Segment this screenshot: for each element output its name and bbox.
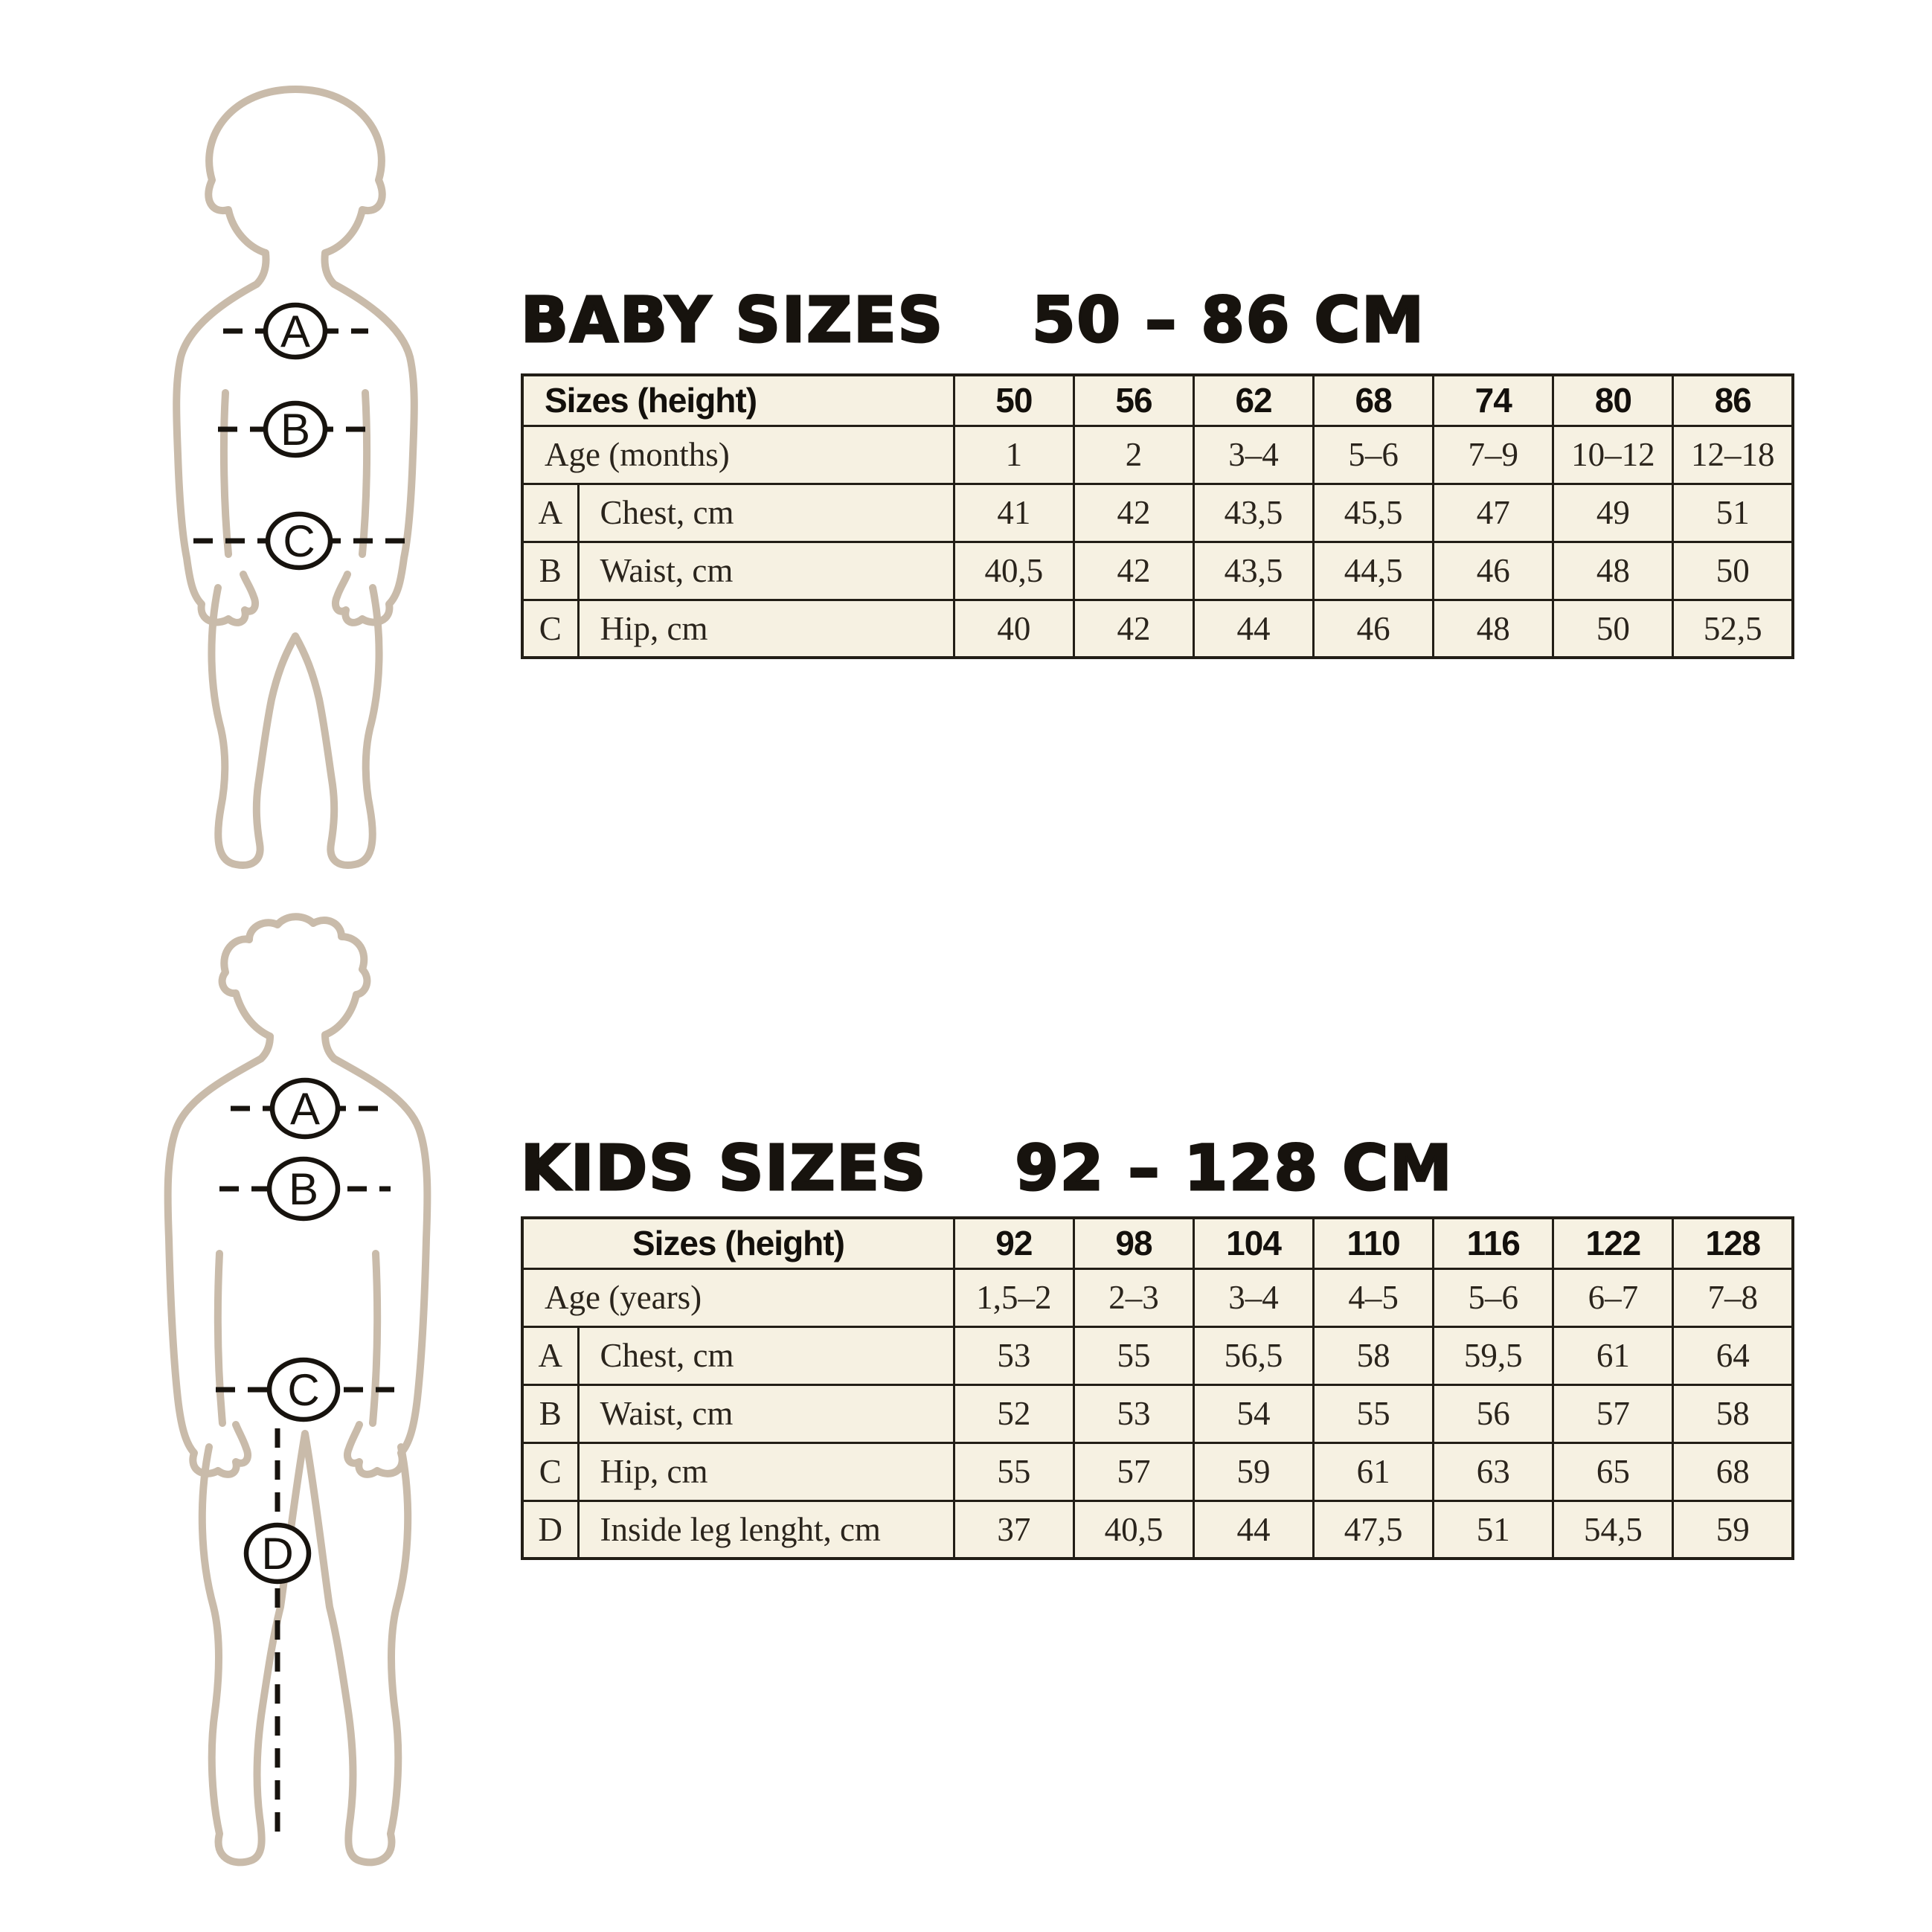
table-cell: 41 xyxy=(954,484,1073,542)
table-cell: 50 xyxy=(1673,542,1793,600)
baby-age-cell: 2 xyxy=(1073,426,1193,484)
kids-waist-row xyxy=(522,1384,1793,1442)
baby-silhouette xyxy=(176,89,414,865)
kids-row-letter: B xyxy=(522,1384,578,1442)
kids-chest-row xyxy=(522,1326,1793,1384)
table-cell: 48 xyxy=(1434,600,1553,658)
baby-title-text: BABY SIZES xyxy=(521,283,945,356)
kids-size-col-header: 104 xyxy=(1194,1218,1314,1268)
kids-age-label: Age (years) xyxy=(522,1268,954,1326)
kids-age-cell: 5–6 xyxy=(1434,1268,1553,1326)
table-cell: 48 xyxy=(1553,542,1673,600)
table-cell: 56,5 xyxy=(1194,1326,1314,1384)
kids-figure xyxy=(145,911,472,1882)
kids-row-label: Waist, cm xyxy=(578,1384,954,1442)
kids-header-sizes-label: Sizes (height) xyxy=(522,1218,954,1268)
table-cell: 57 xyxy=(1073,1442,1193,1501)
kids-title-text: KIDS SIZES xyxy=(521,1132,928,1204)
table-cell: 51 xyxy=(1673,484,1793,542)
baby-waist-row xyxy=(522,542,1793,600)
table-cell: 43,5 xyxy=(1194,484,1314,542)
baby-header-row xyxy=(522,375,1793,426)
kids-age-cell: 3–4 xyxy=(1194,1268,1314,1326)
table-cell: 52 xyxy=(954,1384,1073,1442)
kids-row-letter: C xyxy=(522,1442,578,1501)
table-cell: 47,5 xyxy=(1314,1501,1434,1559)
baby-age-row xyxy=(522,426,1793,484)
table-cell: 52,5 xyxy=(1673,600,1793,658)
baby-size-col-header: 62 xyxy=(1194,375,1314,426)
table-cell: 44 xyxy=(1194,600,1314,658)
kids-size-col-header: 110 xyxy=(1314,1218,1434,1268)
table-cell: 65 xyxy=(1553,1442,1673,1501)
kids-size-col-header: 128 xyxy=(1673,1218,1793,1268)
table-cell: 37 xyxy=(954,1501,1073,1559)
kids-age-cell: 7–8 xyxy=(1673,1268,1793,1326)
kids-age-cell: 2–3 xyxy=(1073,1268,1193,1326)
kids-age-cell: 1,5–2 xyxy=(954,1268,1073,1326)
baby-size-col-header: 50 xyxy=(954,375,1073,426)
table-cell: 42 xyxy=(1073,600,1193,658)
kids-size-col-header: 92 xyxy=(954,1218,1073,1268)
table-cell: 46 xyxy=(1434,542,1553,600)
kids-size-table xyxy=(521,1216,1794,1560)
baby-chest-row xyxy=(522,484,1793,542)
table-cell: 61 xyxy=(1553,1326,1673,1384)
table-cell: 50 xyxy=(1553,600,1673,658)
baby-age-cell: 5–6 xyxy=(1314,426,1434,484)
table-cell: 63 xyxy=(1434,1442,1553,1501)
baby-age-cell: 10–12 xyxy=(1553,426,1673,484)
kids-size-col-header: 98 xyxy=(1073,1218,1193,1268)
kids-row-label: Chest, cm xyxy=(578,1326,954,1384)
baby-size-table xyxy=(521,373,1794,659)
kids-title-range: 92 – 128 CM xyxy=(1015,1132,1454,1204)
baby-marker-a-letter: A xyxy=(280,307,311,356)
kids-marker-a-letter: A xyxy=(289,1084,321,1134)
baby-size-col-header: 80 xyxy=(1553,375,1673,426)
table-cell: 55 xyxy=(1073,1326,1193,1384)
kids-marker-d-letter: D xyxy=(261,1529,294,1579)
table-cell: 42 xyxy=(1073,542,1193,600)
baby-marker-c-letter: C xyxy=(283,516,315,566)
table-cell: 56 xyxy=(1434,1384,1553,1442)
table-cell: 64 xyxy=(1673,1326,1793,1384)
table-cell: 58 xyxy=(1314,1326,1434,1384)
baby-size-col-header: 74 xyxy=(1434,375,1553,426)
baby-age-cell: 1 xyxy=(954,426,1073,484)
table-cell: 59 xyxy=(1194,1442,1314,1501)
baby-size-col-header: 68 xyxy=(1314,375,1434,426)
baby-size-col-header: 86 xyxy=(1673,375,1793,426)
kids-hip-row xyxy=(522,1442,1793,1501)
table-cell: 55 xyxy=(1314,1384,1434,1442)
baby-age-cell: 12–18 xyxy=(1673,426,1793,484)
kids-row-letter: D xyxy=(522,1501,578,1559)
table-cell: 40,5 xyxy=(954,542,1073,600)
baby-size-col-header: 56 xyxy=(1073,375,1193,426)
table-cell: 68 xyxy=(1673,1442,1793,1501)
kids-inseam-row xyxy=(522,1501,1793,1559)
baby-age-cell: 3–4 xyxy=(1194,426,1314,484)
baby-marker-b-letter: B xyxy=(280,405,311,455)
table-cell: 40 xyxy=(954,600,1073,658)
kids-marker-c-letter: C xyxy=(287,1365,320,1415)
table-cell: 46 xyxy=(1314,600,1434,658)
table-cell: 55 xyxy=(954,1442,1073,1501)
table-cell: 54,5 xyxy=(1553,1501,1673,1559)
baby-row-letter: B xyxy=(522,542,578,600)
kids-age-cell: 6–7 xyxy=(1553,1268,1673,1326)
table-cell: 44 xyxy=(1194,1501,1314,1559)
kids-size-col-header: 116 xyxy=(1434,1218,1553,1268)
baby-row-label: Hip, cm xyxy=(578,600,954,658)
baby-row-label: Chest, cm xyxy=(578,484,954,542)
table-cell: 45,5 xyxy=(1314,484,1434,542)
baby-title-range: 50 – 86 CM xyxy=(1032,283,1425,356)
table-cell: 47 xyxy=(1434,484,1553,542)
table-cell: 58 xyxy=(1673,1384,1793,1442)
table-cell: 53 xyxy=(954,1326,1073,1384)
baby-row-letter: A xyxy=(522,484,578,542)
table-cell: 57 xyxy=(1553,1384,1673,1442)
kids-header-row xyxy=(522,1218,1793,1268)
table-cell: 42 xyxy=(1073,484,1193,542)
table-cell: 40,5 xyxy=(1073,1501,1193,1559)
baby-header-sizes-label: Sizes (height) xyxy=(522,375,954,426)
table-cell: 49 xyxy=(1553,484,1673,542)
kids-row-label: Inside leg lenght, cm xyxy=(578,1501,954,1559)
kids-section-title xyxy=(521,1129,1454,1207)
table-cell: 54 xyxy=(1194,1384,1314,1442)
table-cell: 59,5 xyxy=(1434,1326,1553,1384)
kids-age-cell: 4–5 xyxy=(1314,1268,1434,1326)
baby-hip-row xyxy=(522,600,1793,658)
table-cell: 51 xyxy=(1434,1501,1553,1559)
baby-row-label: Waist, cm xyxy=(578,542,954,600)
table-cell: 61 xyxy=(1314,1442,1434,1501)
baby-age-cell: 7–9 xyxy=(1434,426,1553,484)
table-cell: 59 xyxy=(1673,1501,1793,1559)
kids-size-col-header: 122 xyxy=(1553,1218,1673,1268)
baby-figure xyxy=(153,67,443,885)
table-cell: 43,5 xyxy=(1194,542,1314,600)
kids-row-label: Hip, cm xyxy=(578,1442,954,1501)
kids-row-letter: A xyxy=(522,1326,578,1384)
baby-row-letter: C xyxy=(522,600,578,658)
kids-age-row xyxy=(522,1268,1793,1326)
baby-section-title xyxy=(521,281,1425,359)
baby-age-label: Age (months) xyxy=(522,426,954,484)
table-cell: 53 xyxy=(1073,1384,1193,1442)
kids-marker-b-letter: B xyxy=(288,1164,319,1214)
table-cell: 44,5 xyxy=(1314,542,1434,600)
